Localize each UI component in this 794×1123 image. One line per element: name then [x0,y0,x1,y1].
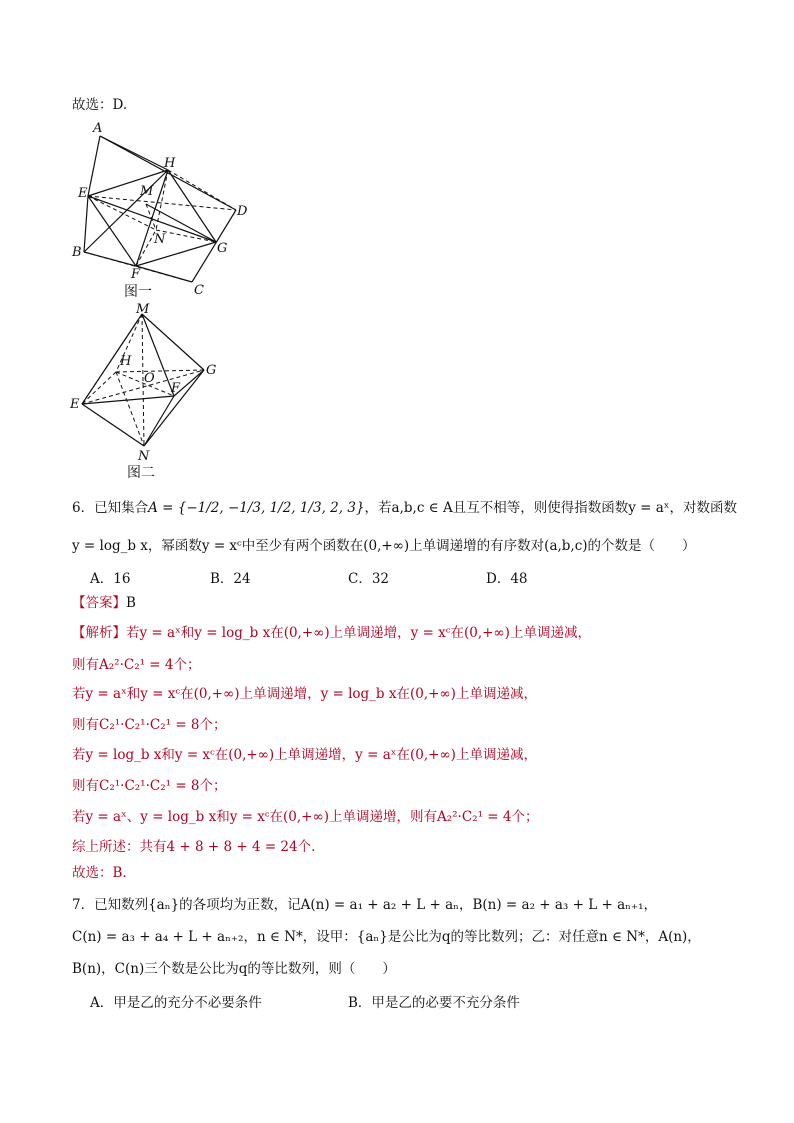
label-F: F [131,267,141,282]
answer-value: B [126,595,136,611]
answer-tag: 【答案】 [72,595,126,611]
edge-EB [84,196,88,252]
analysis-line: 则有C₂¹·C₂¹·C₂¹ = 8个； [72,778,227,794]
label-N: N [154,232,166,247]
label2-H: H [120,354,132,369]
q6-option-b: B．24 [210,571,251,587]
q6-option-c: C．32 [348,571,390,587]
q6-line2: y = log_b x，幂函数y = xᶜ中至少有两个函数在(0,+∞)上单调递增的有序数对(a,b,c)的个数是（ ） [72,538,696,554]
figure-1-caption: 图一 [124,284,152,300]
label-H: H [164,156,176,171]
edge2-HN [116,372,144,446]
edge2-HG [116,370,204,372]
label-M: M [140,184,154,199]
q6-analysis-1 [72,624,591,642]
edge-AE [88,136,100,196]
label-D: D [237,204,248,219]
q6-option-d: D．48 [486,571,528,587]
label2-G: G [206,363,217,378]
label2-F: F [171,381,181,396]
edge-EH [88,170,168,196]
analysis-line: 综上所述：共有4 + 8 + 8 + 4 = 24个. [72,839,316,855]
prev-answer: 故选：D. [72,97,128,113]
q7-option-a: A．甲是乙的充分不必要条件 [90,995,262,1011]
label2-N: N [138,449,150,464]
q6-conclusion: 故选：B. [72,865,127,881]
q6-set: A = {−1/2, −1/3, 1/2, 1/3, 2, 3} [148,500,365,516]
q7-line1: 7．已知数列{aₙ}的各项均为正数，记A(n) = a₁ + a₂ + L + aₙ，B(n) = a₂ + a₃ + L + aₙ₊₁， [72,897,658,913]
edge-FC [136,266,192,282]
q6-answer [72,594,136,612]
figure-2 [60,300,230,465]
q7-line3: B(n)，C(n)三个数是公比为q的等比数列，则（ ） [72,961,396,977]
figure-1 [60,118,270,300]
edge-CD [192,210,236,282]
label-A: A [93,121,103,136]
q6-line1 [72,499,737,517]
edge-AH [100,136,168,170]
figure-2-caption: 图二 [127,465,155,481]
edge2-EN [82,404,144,446]
analysis-line: 若y = aˣ和y = log_b x在(0,+∞)上单调递增，y = xᶜ在(0,+∞)上单调递减， [126,625,591,641]
q6-suffix: ，若a,b,c ∈ A且互不相等，则使得指数函数y = aˣ，对数函数 [364,500,737,516]
label2-M: M [136,302,150,317]
edge2-MG [142,314,204,370]
analysis-tag: 【解析】 [72,625,126,641]
analysis-line: 则有C₂¹·C₂¹·C₂¹ = 8个； [72,717,227,733]
label-G: G [217,241,228,256]
label2-E: E [70,397,80,412]
analysis-line: 若y = log_b x和y = xᶜ在(0,+∞)上单调递增，y = aˣ在(0,+∞)上单调递减， [72,747,537,763]
analysis-line: 则有A₂²·C₂¹ = 4个； [72,657,201,673]
analysis-line: 若y = aˣ、y = log_b x和y = xᶜ在(0,+∞)上单调递增，则有A₂²·C₂¹ = 4个； [72,809,539,825]
edge-AD [100,136,236,210]
q7-line2: C(n) = a₃ + a₄ + L + aₙ₊₂，n ∈ N*，设甲：{aₙ}是公比为q的等比数列；乙：对任意n ∈ N*，A(n)， [72,929,701,945]
q7-option-b: B．甲是乙的必要不充分条件 [348,995,520,1011]
q6-option-a: A．16 [90,571,131,587]
label-E: E [78,186,88,201]
label2-O: O [144,371,155,386]
q6-prefix: 6．已知集合 [72,500,149,516]
label-B: B [72,245,82,260]
edge2-FN [144,396,174,446]
edge-HG [168,170,216,242]
analysis-line: 若y = aˣ和y = xᶜ在(0,+∞)上单调递增，y = log_b x在(0,+∞)上单调递减， [72,686,537,702]
label-C: C [194,283,204,298]
